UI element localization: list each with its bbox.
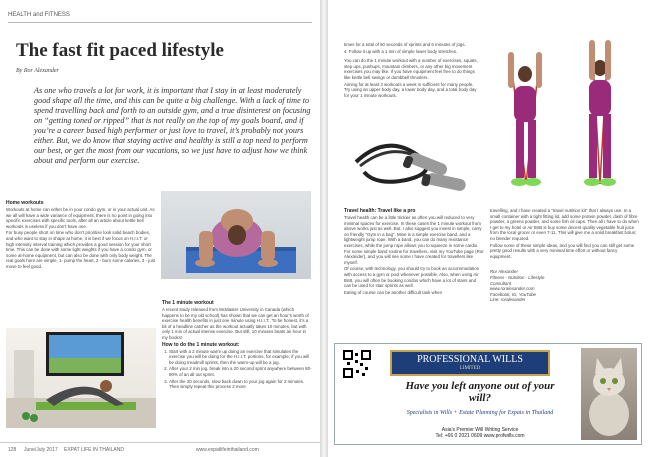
ad-brand-sub: LIMITED	[459, 366, 481, 371]
author-role: Fitness - Nutrition - Lifestyle	[490, 274, 545, 280]
travel-health-p2: Of course, with technology, you should try to book an accommodation with access to a gym or pool whenever possible. Also, when using Air BnB, you will often be booking condos which have a lot of stairs and can be used for stair sprints as well.	[344, 266, 480, 289]
section-tag: HEALTH and FITNESS	[8, 12, 70, 18]
col5-p1: travelling, and I have created a “travel nutrition kit” that I always use. In a small container with a tight fitting lid, add some protein powder, dash of fibre powder, a greens powder, and some fish oil caps. Then all I have to do when I get to my hotel or Air BnB is buy some decent quality vegetable fruit juice from the local grocer or even 7-11. This will give me a solid breakfast bolus; no blender required.	[490, 208, 639, 241]
issue-date: June/July 2017	[24, 447, 58, 453]
cat-illustration	[581, 348, 637, 440]
qr-code-icon	[343, 350, 371, 378]
page-number: 128	[8, 447, 17, 453]
article-byline: By Ror Alexander	[16, 68, 59, 74]
minute-workout-heading: The 1 minute workout	[162, 300, 214, 306]
minute-workout-column	[162, 300, 312, 391]
travel-health-p1: Travel health can be a little trickier as often you will reduced to very minimal spaces for exercise. In these cases the 1 minute workout from above works just as well. But, I also suggest you invest in simple, carry on friendly “Gym in a bag”. Mine is a simple exercise band, and a lightweight jump rope. With a band, you can do many resistance exercises, while the jump rope allows you to squeeze in some cardio. For some simple band routine for travellers, visit my YouTube page (Ror Alexander), and you will see some I have created for travellers like myself.	[344, 215, 484, 265]
workout-step: 1. Start with a 2 minute warm up doing an exercise that simulates the exercise you will be doing for the H.I.I.T. portions, for example; if you will be doing treadmill sprints, then the warm-up will be a jog.	[169, 349, 312, 366]
ad-cat-photo	[581, 348, 637, 440]
ad-question: Have you left anyone out of your will?	[405, 380, 555, 404]
jump-rope-photo	[346, 132, 476, 200]
home-workouts-p1: Workouts at home can either be in your condo gym, or in your actual unit. As we all will have a wide variance of equipment, there is no point in going into specific exercises with specific tools, after all an article about kettle bell workouts is useless if you don’t have one.	[6, 207, 155, 229]
pushup-illustration	[161, 191, 311, 279]
nutrition-column	[490, 208, 640, 303]
magazine-url: www.expatlifeinthailand.com	[196, 447, 259, 453]
author-line: Line: roralexander	[490, 297, 526, 303]
ad-specialists: Specialists in Wills + Estate Planning for Expats in Thailand	[406, 410, 554, 416]
col5-p2: Follow some of these simple ideas, and you will find you can still get some pretty good results with a very minimal time effort or without fancy equipment.	[490, 242, 635, 259]
minute-workout-p1: A recent study released from McMaster University in Canada (which happens to be my old school) has shown that we can get an hour’s worth of exercise health benefits in just one minute using H.I.I.T.. To be honest, it’s a bit of a headline catcher as the workout actually takes 10 minutes, but with only 1 min of actual intense exercise. But still, 10 minutes beats an hour in my books!	[162, 307, 309, 340]
ad-brand-logo	[390, 350, 550, 376]
ad-brand: PROFESSIONAL WILLS	[417, 354, 523, 365]
author-website: www.roralexander.com	[490, 286, 535, 292]
workout-continued-column	[344, 42, 479, 99]
magazine-name: EXPAT LIFE IN THAILAND	[64, 447, 124, 453]
page-gutter	[320, 0, 328, 457]
article-intro: As one who travels a lot for work, it is important that I stay in at least moderately good shape all the time, and this can be quite a big challenge. With a lack of time to spend travelling back and forth to an outside gym, and a true disinterest on focusing on “getting toned or ripped” that is not really on the top of my goals board, and if you’re a career based high performer or just love to travel, it’s probably not yours either. But, we do know that staying active and healthy is still a top need to perform our best, or get the most from our vacations, so we just have to adjust how we think about and perform our exercise.	[34, 86, 311, 165]
left-page	[0, 0, 320, 457]
travel-health-column	[344, 208, 484, 296]
home-exercise-photo	[6, 328, 156, 428]
col3-p2: You can do the 1 minute workout with a number of exercises, squats, step ups, pushups, mountain climbers, or any other big movement exercises you may like. If you have equipment feel free to do things like kettle bell swings or dumbbell thrusters.	[344, 58, 478, 80]
travel-health-p3: Eating of course can be another difficult task when	[344, 289, 443, 295]
professional-wills-ad[interactable]	[334, 343, 642, 445]
jump-rope-illustration	[346, 132, 476, 200]
col3-p1: times for a total of 60 seconds of sprints and 6 minutes of jogs.	[344, 42, 466, 47]
ad-contact: Tel: +66 0 2021 0609 www.profwills.com	[435, 433, 525, 439]
section-divider	[8, 22, 312, 23]
travel-health-heading: Travel health: Travel like a pro	[344, 208, 416, 214]
pushup-photo	[161, 191, 311, 279]
resistance-band-illustration	[488, 34, 640, 194]
home-workouts-p2: For busy people short on time who don’t prioritise look solid beach bodies, and who want to stay in shape at home, it is best if we focus on H.I.I.T. or high intensity interval training which provides a good session for your short time. This can be done with some light weights if you have a condo gym, or some at-home equipment, but can also be done with only body weight. The real goals here are simple, 1- pump the heart, 2 - burn some calories, 3 - just move to feel good.	[6, 230, 156, 269]
home-workouts-column	[6, 200, 156, 271]
resistance-band-photo	[488, 34, 640, 194]
workout-steps	[162, 349, 312, 390]
home-exercise-illustration	[6, 328, 156, 428]
ad-tagline	[385, 427, 575, 439]
howto-heading: How to do the 1 minute workout:	[162, 341, 240, 348]
author-social: Facebook, IG, YouTube	[490, 291, 536, 297]
workout-step: 2. After your 2 min jog, break into a 20 second sprint anywhere between 80-90% of an all out sprint.	[169, 366, 312, 377]
author-bio	[490, 269, 640, 303]
author-title: Consultant	[490, 280, 511, 286]
col3-p3: Aiming for at least 3 workouts a week is sufficient for many people. Try using an upper body day, a lower body day, and a total body day for your 1 minute workouts.	[344, 81, 477, 98]
col3-step4: 4. Follow it up with a 1 min of simple lower body stretches.	[344, 48, 458, 54]
right-page	[328, 0, 648, 457]
ad-tagline-text: Asia’s Premier Will Writing Service	[441, 427, 519, 433]
article-title: The fast fit paced lifestyle	[16, 40, 224, 61]
left-footer	[0, 442, 320, 457]
home-workouts-heading: Home workouts	[6, 200, 44, 206]
workout-step: 3. After the 20 seconds, slow back down to your jog again for 2 minutes. Then simply repeat this process 2 more	[169, 379, 312, 390]
author-name: Ror Alexander	[490, 269, 518, 275]
